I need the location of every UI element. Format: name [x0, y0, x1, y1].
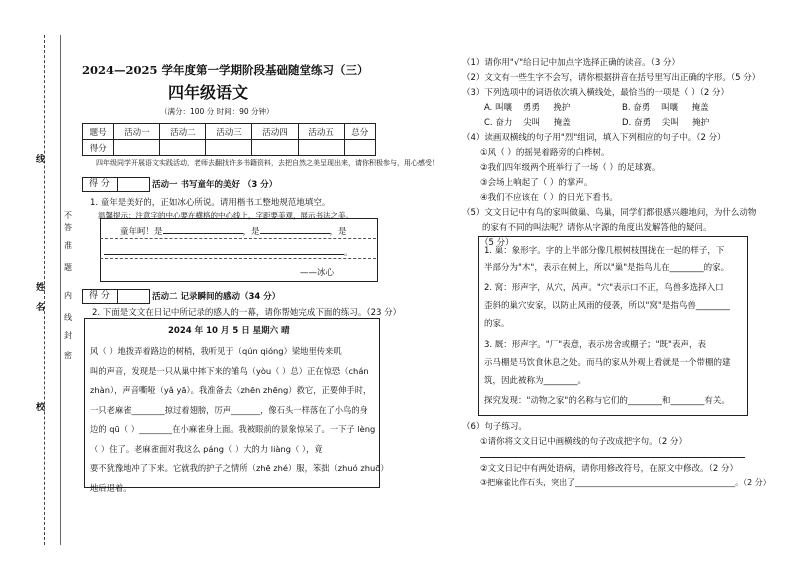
- box2-line: 歪斜的巢穴安家，以防止风雨的侵袭，所以"窝"是指鸟兽________: [484, 301, 730, 311]
- box2-line: 的家。: [484, 319, 510, 329]
- score-header: 活动一: [114, 124, 160, 140]
- box1-line: 1. 巢：象形字。字的上半部分像几根树枝围拢在一起的样子，下: [484, 246, 725, 256]
- score-cell[interactable]: [252, 140, 298, 156]
- r6-text: （6）句子练习。: [462, 422, 527, 432]
- binding-char: 校: [36, 403, 46, 413]
- score-cell[interactable]: [298, 140, 344, 156]
- r5-text: （5）文文日记中有鸟的家叫做巢、鸟巢，同学们都很感兴趣地问，为什么动物: [462, 208, 757, 218]
- r5-score: （5 分）: [480, 238, 514, 248]
- diary-line: （ ）住了。老麻雀面对我这么 páng（ ）大的力 liàng（ ），竟: [90, 443, 323, 454]
- binding-char: 不: [64, 211, 72, 220]
- r4-item: ③会场上响起了（ ）的掌声。: [480, 178, 593, 188]
- r6a-text: ①请你将文文日记中画横线的句子改成把字句。（2 分）: [480, 437, 687, 447]
- binding-char: 名: [36, 303, 46, 313]
- exam-title: 2024—2025 学年度第一学期阶段基础随堂练习（三）: [82, 63, 369, 77]
- score-cell[interactable]: [114, 140, 160, 156]
- score-box-a1: 得 分: [82, 177, 150, 192]
- r4-item: ④我们不应该在（ ）的日光下看书。: [480, 193, 618, 203]
- diary-line: 地后退着。: [90, 482, 132, 493]
- q1-line2: 。: [104, 245, 353, 258]
- binding-char: 线: [36, 155, 46, 165]
- diary-line: 叫的声音，发现是一只从巢中摔下来的雏鸟（yòu（ ）总）正在惊恐（chán: [90, 365, 369, 376]
- option-c[interactable]: C. 奋力 尖叫 掩盖: [484, 118, 571, 128]
- q1-tip: 温馨提示：注意字的中心要在横格的中心线上，字距要美观，展示书法之美。: [98, 211, 353, 220]
- option-b[interactable]: B. 奋勇 叫嚷 掩盖: [622, 103, 709, 113]
- exam-subtitle: 四年级语文: [168, 83, 249, 102]
- box2-line: 2. 窝：形声字，从穴，呙声。"穴"表示口不正，鸟兽多选择入口: [484, 283, 724, 293]
- score-header: 总分: [344, 124, 375, 140]
- q1-line1: 童年呵！是 ，是 ，是: [120, 224, 347, 237]
- r6c-text: ③把麻雀比作石头，突出了________________________________________。（2 分）: [480, 478, 771, 487]
- q2-text: 2. 下面是文文在日记中所记录的感人的一幕，请你帮她完成下面的练习。（23 分）: [92, 308, 402, 318]
- box3-line: 3. 厩：形声字。"厂"表意，表示房舍或棚子；"既"表声，表: [484, 340, 706, 350]
- box3-line: 筑，因此被称为________。: [484, 376, 587, 386]
- score-header: 活动五: [298, 124, 344, 140]
- q1-author: ——冰心: [300, 268, 335, 278]
- r6a-answer-line[interactable]: [480, 457, 745, 458]
- score-cell[interactable]: [206, 140, 252, 156]
- r2-text: （2）文文有一些生字不会写，请你根据拼音在括号里写出正确的字形。（5 分）: [462, 73, 761, 83]
- option-d[interactable]: D. 奋勇 尖叫 掩护: [622, 118, 710, 128]
- exam-meta: （满分：100 分 时间：90 分钟）: [160, 107, 274, 116]
- box4-line: 探究发现："动物之家"的名称与它们的________和________有关。: [484, 396, 730, 406]
- score-cell[interactable]: [344, 140, 375, 156]
- q1-text: 1. 童年是美好的，正如冰心所说。请用楷书工整地规范地填空。: [90, 198, 331, 208]
- diary-line: zhàn），声音嘶哑（yǎ yā）。我准备去（zhēn zhēng）救它，正要伸手时，: [90, 385, 372, 395]
- box1-line: 半部分为"木"，表示在树上，所以"巢"是指鸟儿在________的家。: [484, 263, 730, 273]
- guide-line: [100, 258, 376, 259]
- diary-line: 一只老麻雀________掠过着翅膀，厉声_______，像石头一样落在了小鸟的身: [90, 404, 368, 415]
- score-header: 题号: [83, 124, 114, 140]
- diary-date: 2024 年 10 月 5 日 星期六 晴: [168, 326, 290, 336]
- score-table: [82, 123, 376, 156]
- score-header: 活动四: [252, 124, 298, 140]
- score-row-label: 得分: [83, 140, 114, 156]
- intro-text: 四年级同学开展语文实践活动，老师去翻找许多书籍资料，去把自然之美呈现出来，请你积极参与，用心感受！: [96, 159, 439, 167]
- binding-char: 准: [64, 241, 72, 250]
- diary-text: [90, 342, 389, 498]
- score-header: 活动三: [206, 124, 252, 140]
- diary-line: 边的 qū（ ）________在小麻雀身上面。我被眼前的景象惊呆了。一下子 lèng: [90, 424, 376, 434]
- binding-char: 封: [64, 331, 72, 340]
- r6b-text: ②文文日记中有两处语病，请你用修改符号，在原文中修改。（2 分）: [480, 464, 738, 474]
- activity1-title: 活动一 书写童年的美好 （3 分）: [152, 180, 278, 190]
- r4-item: ①风（ ）的摇晃着路旁的白桦树。: [480, 148, 610, 158]
- r1-text: （1）请你用"√"给日记中加点字选择正确的读音。（3 分）: [462, 58, 681, 68]
- q1-blank[interactable]: [104, 245, 344, 255]
- q1-blank[interactable]: [163, 224, 243, 234]
- binding-char: 题: [64, 263, 72, 272]
- r4-item: ②我们四年级两个班举行了一场（ ）的足球赛。: [480, 163, 661, 173]
- r4-text: （4）读画双横线的句子用"烈"组词，填入下列相应的句子中。（2 分）: [462, 133, 726, 143]
- binding-char: 姓: [36, 283, 46, 293]
- diary-line: 要不犹豫地冲了下来。它就我的护子之情所（zhē zhé）服，笨拙（zhuó zhuō）: [90, 463, 389, 473]
- guide-line: [100, 238, 376, 239]
- r3-text: （3）下列选项中的词语依次填入横线处，最恰当的一项是（ ）（2 分）: [462, 88, 729, 98]
- score-cell[interactable]: [160, 140, 206, 156]
- diary-line: 风（ ）地拨弄着路边的树梢，我听见于（qún qióng）梁地里传来叽: [90, 346, 342, 356]
- q1-blank[interactable]: [260, 224, 330, 234]
- activity2-title: 活动二 记录瞬间的感动（34 分）: [152, 292, 281, 302]
- binding-char: 线: [64, 313, 72, 322]
- score-box-a2: 得 分: [82, 289, 150, 304]
- binding-char: 密: [64, 351, 72, 360]
- score-header: 活动二: [160, 124, 206, 140]
- r5-text-2: 的家有不同的叫法呢？请你从字源的角度出发解答他的疑问。: [482, 223, 712, 233]
- option-a[interactable]: A. 叫嚷 勇勇 挽护: [484, 103, 571, 113]
- binding-char: 答: [64, 223, 72, 232]
- box3-line: 示马棚是马饮食休息之处。而马的家从外观上看就是一个带棚的建: [484, 358, 731, 368]
- binding-solid-line: [60, 35, 61, 545]
- binding-char: 内: [64, 291, 72, 300]
